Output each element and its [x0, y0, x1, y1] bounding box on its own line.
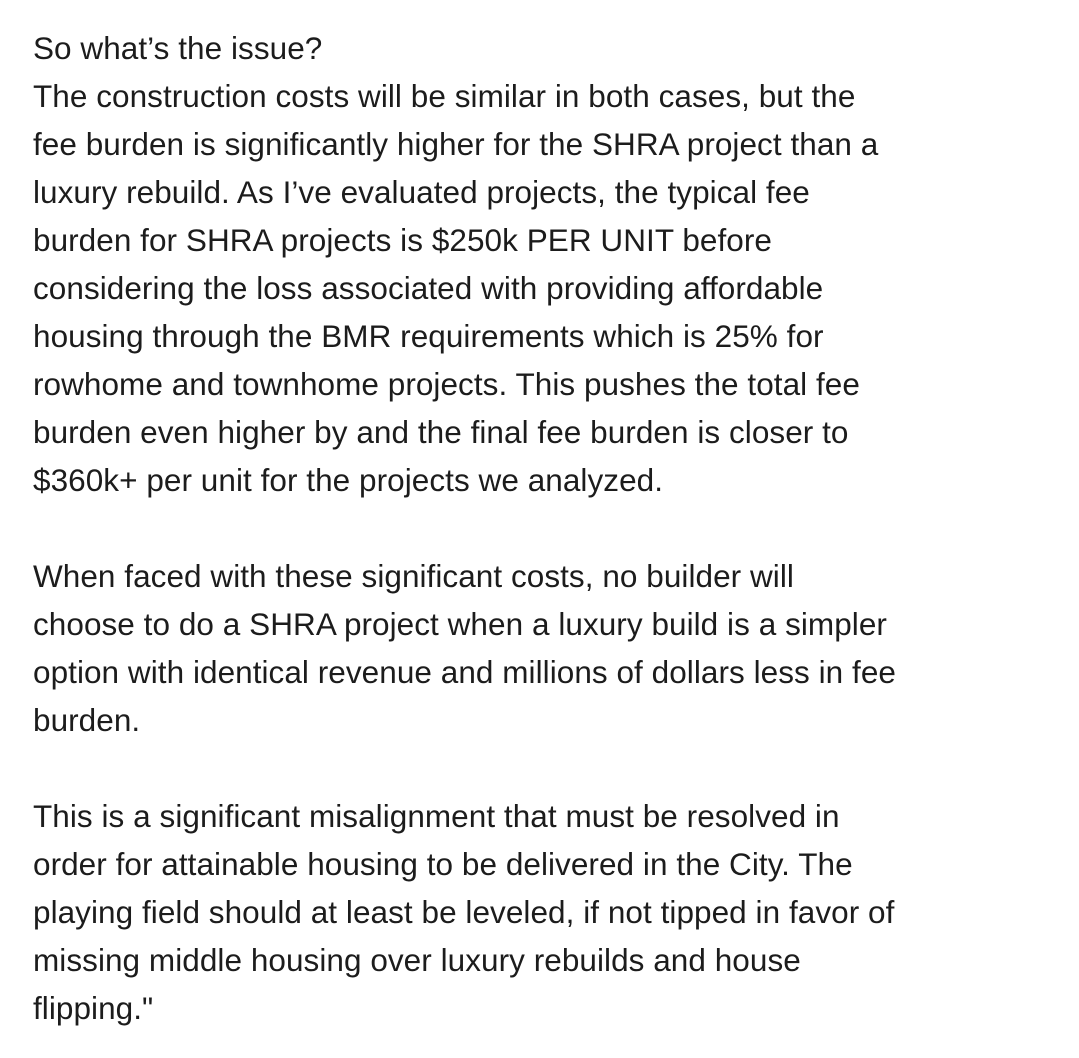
- text-line: missing middle housing over luxury rebuilds and house: [33, 942, 801, 978]
- paragraph-issue: [33, 24, 1073, 504]
- text-line: considering the loss associated with providing affordable: [33, 270, 824, 306]
- text-line: flipping.": [33, 990, 154, 1026]
- text-line: playing field should at least be leveled, if not tipped in favor of: [33, 894, 895, 930]
- text-line: choose to do a SHRA project when a luxury build is a simpler: [33, 606, 887, 642]
- document-body: [33, 24, 1073, 1032]
- text-line: housing through the BMR requirements which is 25% for: [33, 318, 824, 354]
- text-line: order for attainable housing to be delivered in the City. The: [33, 846, 853, 882]
- text-line: So what’s the issue?: [33, 30, 323, 66]
- text-line: burden for SHRA projects is $250k PER UNIT before: [33, 222, 772, 258]
- text-line: $360k+ per unit for the projects we analyzed.: [33, 462, 664, 498]
- text-line: rowhome and townhome projects. This pushes the total fee: [33, 366, 860, 402]
- paragraph-gap: [33, 504, 1073, 552]
- paragraph-costs: [33, 552, 1073, 744]
- text-line: When faced with these significant costs, no builder will: [33, 558, 794, 594]
- text-line: luxury rebuild. As I’ve evaluated projects, the typical fee: [33, 174, 810, 210]
- paragraph-gap: [33, 744, 1073, 792]
- text-line: fee burden is significantly higher for the SHRA project than a: [33, 126, 879, 162]
- text-line: This is a significant misalignment that must be resolved in: [33, 798, 840, 834]
- text-line: option with identical revenue and millions of dollars less in fee: [33, 654, 896, 690]
- paragraph-misalignment: [33, 792, 1073, 1032]
- text-line: burden.: [33, 702, 141, 738]
- text-line: burden even higher by and the final fee burden is closer to: [33, 414, 849, 450]
- text-line: The construction costs will be similar in both cases, but the: [33, 78, 856, 114]
